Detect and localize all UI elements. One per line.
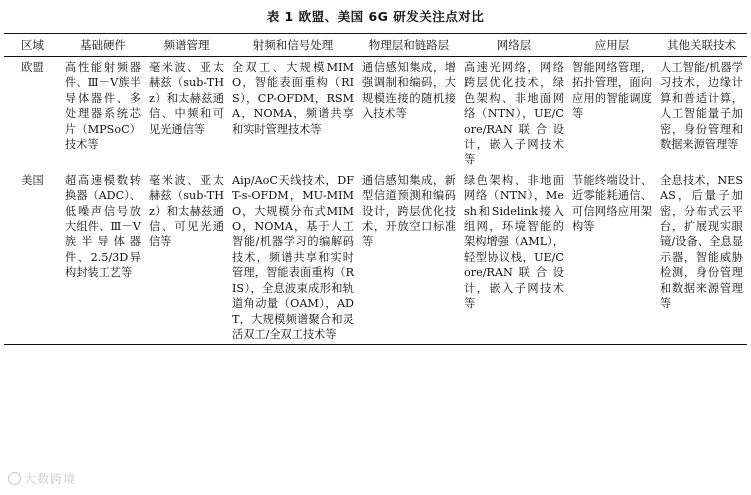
- table-row: [4, 170, 747, 345]
- table-cell: 通信感知集成，新型信道预测和编码设计，跨层优化技术，开放空口标准等: [362, 173, 456, 249]
- header-phy-link: 物理层和链路层: [368, 38, 450, 52]
- header-application: 应用层: [594, 38, 630, 52]
- comparison-table: [4, 33, 747, 345]
- table-cell: 人工智能/机器学习技术，边缘计算和普适计算，人工智能量子加密，身份管理和数据来源管理等: [660, 61, 743, 152]
- table-cell: 绿色架构、非地面网络（NTN），Mesh和Sidelink接入组网，环境智能的架构增强（AML），轻型协议栈，UE/Core/RAN联合设计，嵌入子网技术等: [464, 173, 564, 311]
- table-cell: 毫米波、亚太赫兹（sub-THz）和太赫兹通信、可见光通信等: [149, 173, 224, 249]
- header-network: 网络层: [496, 38, 532, 52]
- table-cell: 节能终端设计、近零能耗通信、可信网络应用架构等: [572, 173, 652, 234]
- table-cell: 通信感知集成，增强调制和编码，大规模连接的随机接入技术等: [362, 61, 456, 121]
- table-cell: 智能网络管理，拓扑管理，面向应用的智能调度等: [572, 61, 652, 121]
- watermark-text: 大数跨境: [24, 472, 77, 486]
- region-cell: 欧盟: [21, 61, 44, 74]
- table-title: 表 1 欧盟、美国 6G 研发关注点对比: [266, 9, 485, 24]
- table-cell: 毫米波、亚太赫兹（sub-THz）和太赫兹通信、中频和可见光通信等: [149, 61, 224, 136]
- table-cell: 高性能射频器件、Ⅲ－Ⅴ族半导体器件、多处理器系统芯片（MPSoC）技术等: [65, 61, 141, 152]
- header-row: [4, 34, 747, 57]
- table-cell: 全双工、大规模MIMO，智能表面重构（RIS），CP-OFDM，RSMA，NOMA，频谱共享和实时管理技术等: [232, 61, 354, 136]
- region-cell: 美国: [21, 173, 44, 187]
- table-row: [4, 57, 747, 170]
- table-cell: Aip/AoC天线技术，DFT-s-OFDM，MU-MIMO，大规模分布式MIMO，NOMA，基于人工智能/机器学习的编解码技术，频谱共享和实时管理，智能表面重构（RIS），全息波束成形和轨道角动量（OAM），ADT，大规模频谱聚合和灵活双工/全双工技术等: [232, 173, 354, 341]
- header-other: 其他关联技术: [667, 38, 736, 52]
- header-spectrum: 频谱管理: [163, 38, 210, 52]
- watermark: [8, 470, 76, 487]
- table-cell: 全息技术，NESAS，后量子加密，分布式云平台，扩展现实眼镜/设备、全息显示器，智能威胁检测，身份管理和数据来源管理等: [660, 173, 743, 311]
- watermark-logo-icon: [8, 472, 21, 485]
- table-cell: 高速光网络，网络跨层优化技术，绿色架构、非地面网络（NTN），UE/Core/RAN联合设计，嵌入子网技术等: [464, 61, 564, 167]
- header-hardware: 基础硬件: [80, 38, 126, 52]
- header-rf-signal: 射频和信号处理: [252, 38, 334, 52]
- table-cell: 超高速模数转换器（ADC）、低噪声信号放大组件、Ⅲ－Ⅴ族半导体器件、2.5/3D异构封装工艺等: [65, 173, 141, 280]
- header-region: 区域: [21, 38, 44, 52]
